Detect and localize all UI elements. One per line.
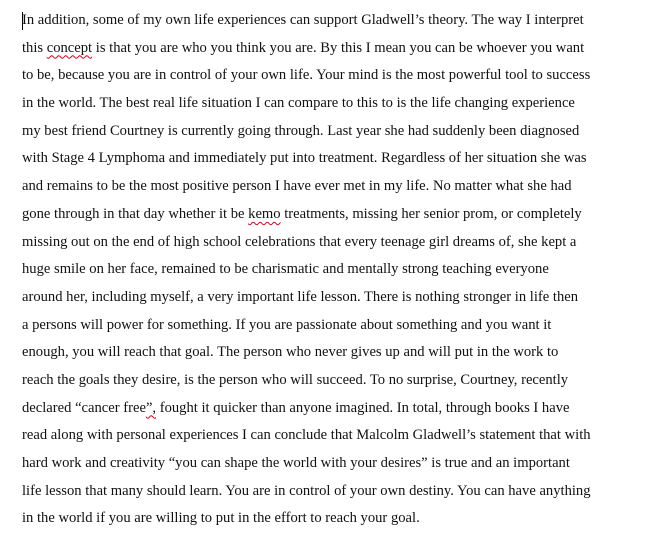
spellcheck-flagged-word[interactable]: concept — [46, 39, 93, 56]
text-segment: this — [22, 39, 47, 56]
text-line: read along with personal experiences I can conclude that Malcolm Gladwell’s statement that with — [22, 427, 591, 444]
text-line: with Stage 4 Lymphoma and immediately put into treatment. Regardless of her situation she was — [22, 150, 587, 167]
document-body-paragraph[interactable] — [22, 7, 647, 533]
text-line: and remains to be the most positive person I have ever met in my life. No matter what she had — [22, 178, 572, 195]
text-line: huge smile on her face, remained to be charismatic and mentally strong teaching everyone — [22, 261, 549, 278]
text-line: enough, you will reach that goal. The person who never gives up and will put in the work to — [22, 344, 559, 361]
text-line: my best friend Courtney is currently going through. Last year she had suddenly been diagnosed — [22, 122, 580, 139]
text-segment: declared “cancer free — [22, 399, 146, 416]
spellcheck-flagged-word[interactable]: ”, — [145, 399, 157, 416]
text-segment: treatments, missing her senior prom, or completely — [280, 205, 582, 222]
text-line: in the world. The best real life situation I can compare to this to is the life changing experience — [22, 95, 575, 112]
text-segment: is that you are who you think you are. By this I mean you can be whoever you want — [92, 39, 585, 56]
text-line: In addition, some of my own life experiences can support Gladwell’s theory. The way I interpret — [22, 12, 584, 28]
text-line — [22, 395, 647, 423]
text-line: in the world if you are willing to put in the effort to reach your goal. — [22, 510, 420, 527]
text-line: around her, including myself, a very important life lesson. There is nothing stronger in life then — [22, 288, 579, 305]
text-line: missing out on the end of high school celebrations that every teenage girl dreams of, she kept a — [22, 233, 577, 250]
text-line: hard work and creativity “you can shape the world with your desires” is true and an important — [22, 455, 570, 471]
spellcheck-flagged-word[interactable]: kemo — [248, 205, 281, 222]
text-line: a persons will power for something. If you are passionate about something and you want it — [22, 316, 552, 333]
text-line: reach the goals they desire, is the person who will succeed. To no surprise, Courtney, recently — [22, 371, 569, 388]
text-segment: fought it quicker than anyone imagined. In total, through books I have — [156, 399, 570, 416]
text-line — [22, 35, 647, 63]
text-line — [22, 201, 647, 229]
text-segment: gone through in that day whether it be — [22, 205, 249, 222]
text-line: life lesson that many should learn. You are in control of your own destiny. You can have anything — [22, 482, 591, 499]
text-line: to be, because you are in control of your own life. Your mind is the most powerful tool to success — [22, 67, 591, 84]
